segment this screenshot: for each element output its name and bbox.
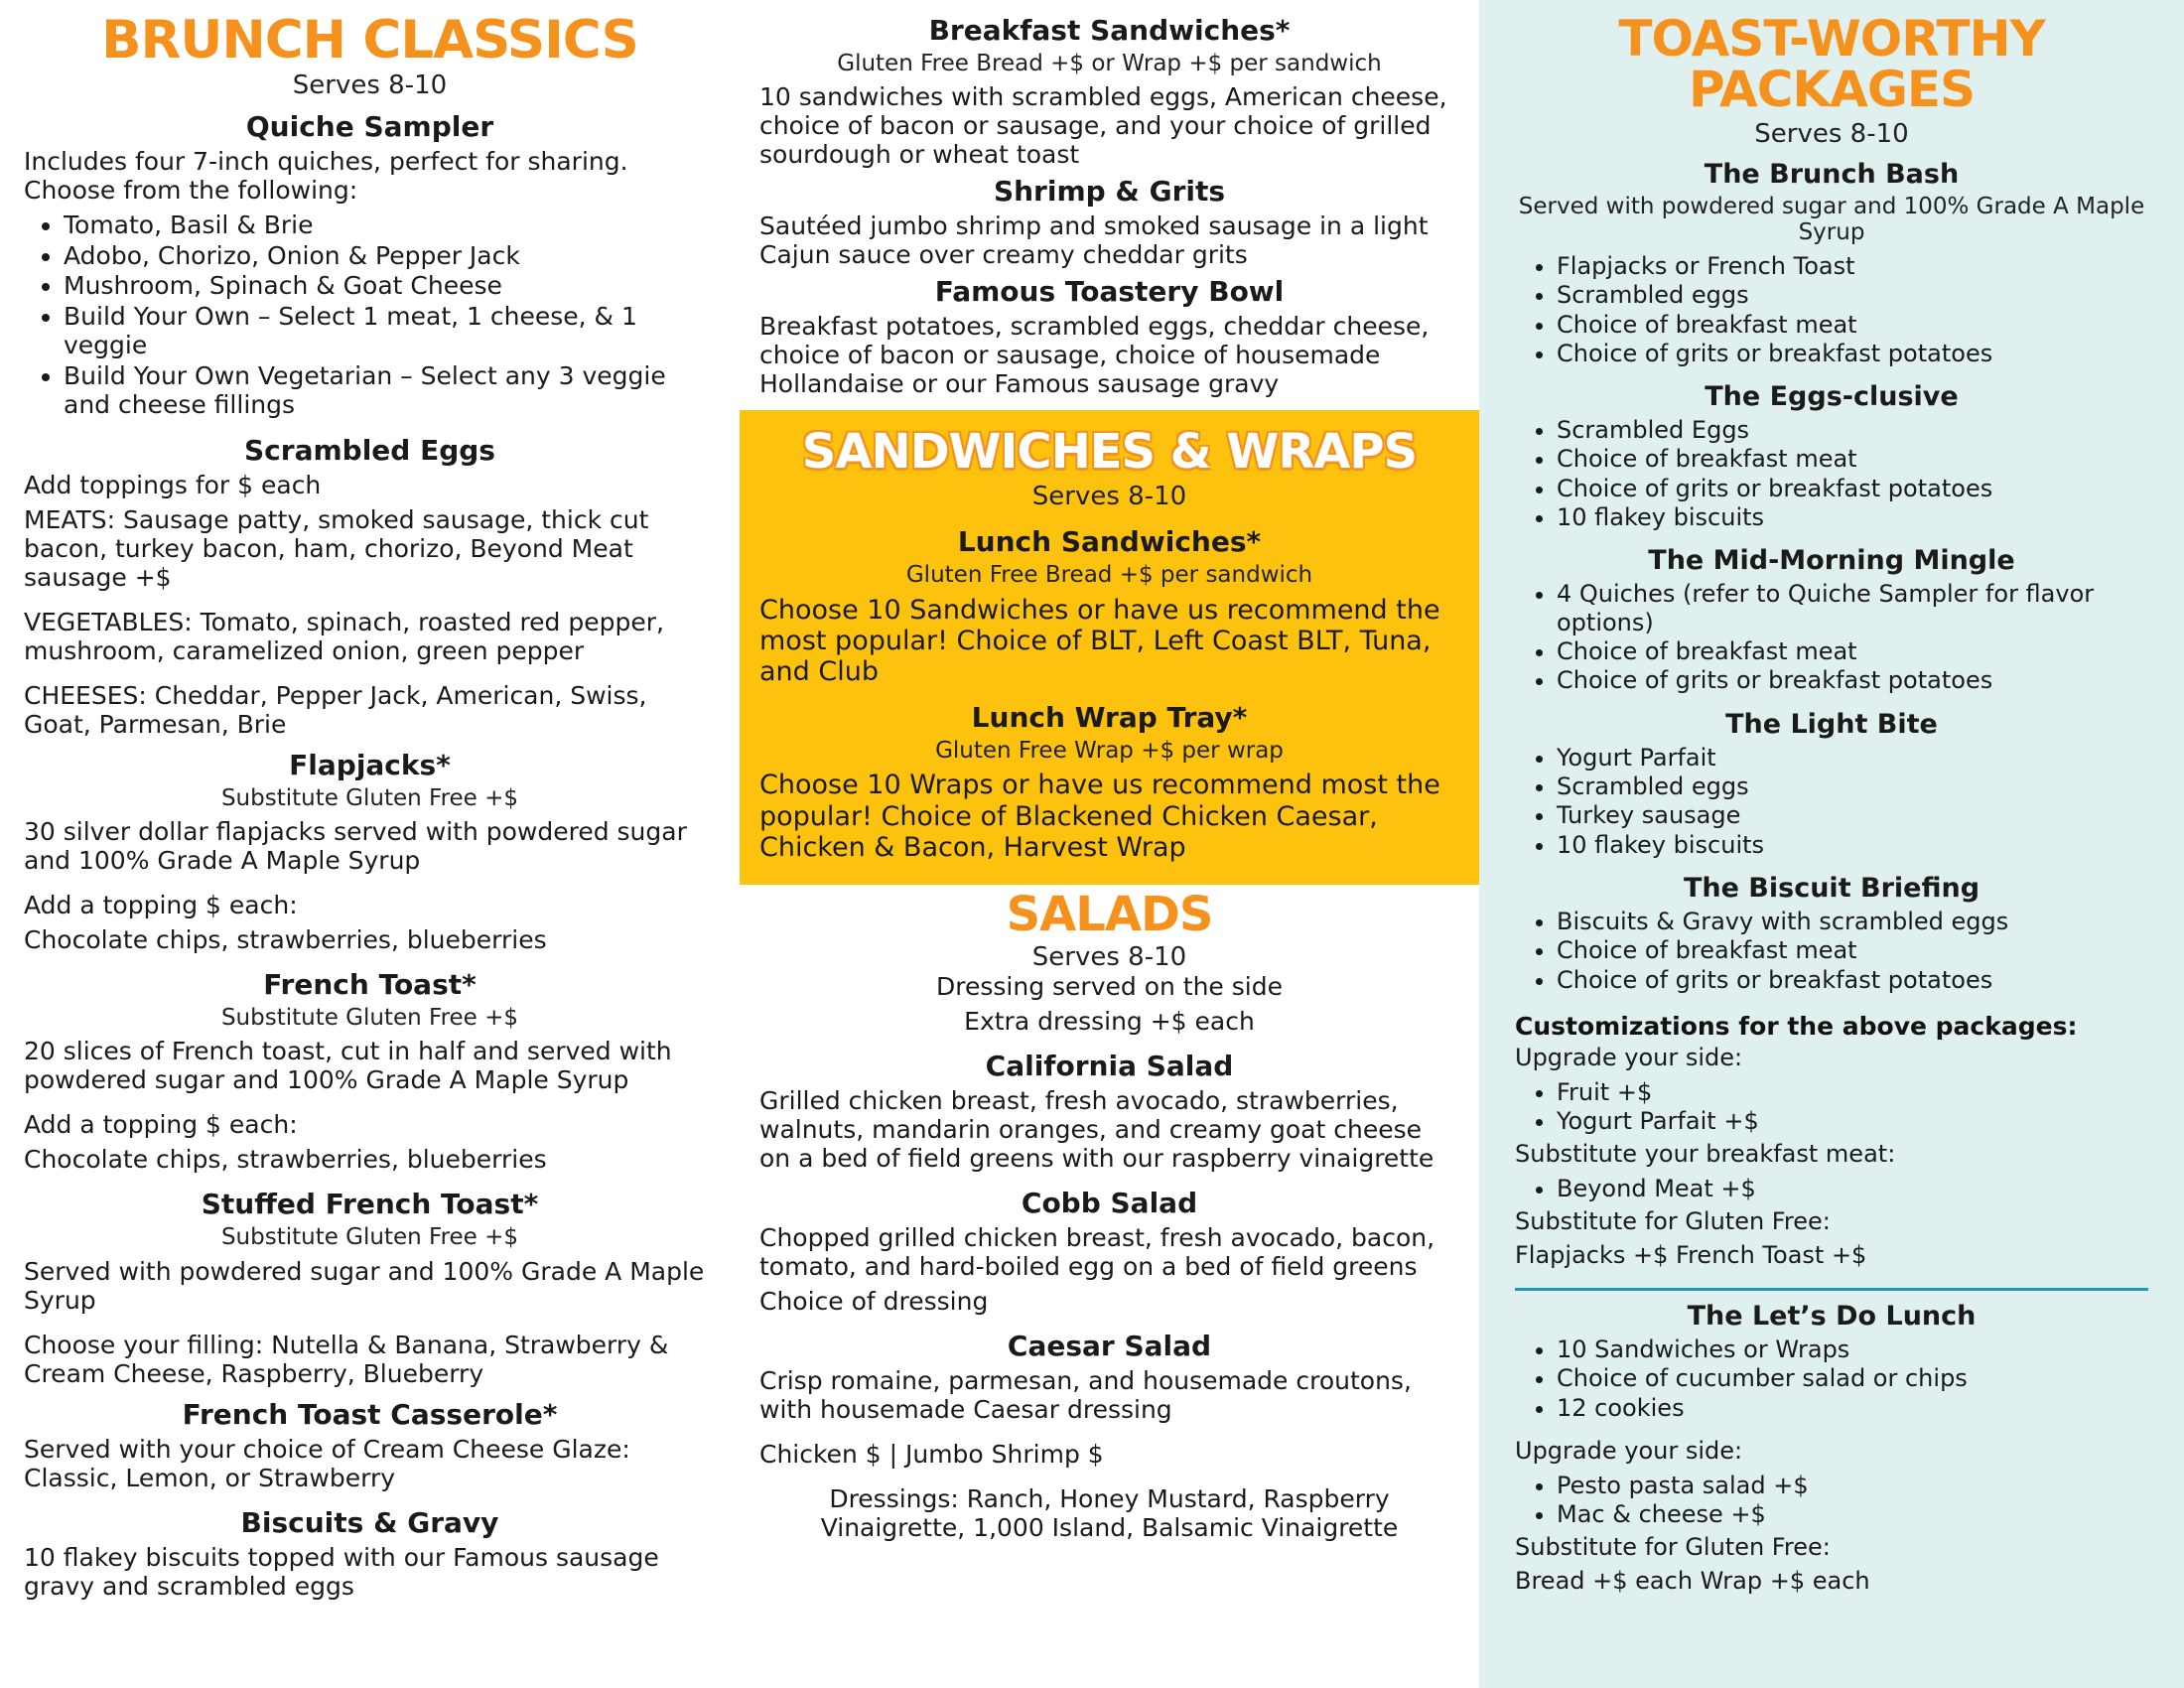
stuffed-french-toast-title: Stuffed French Toast* (201, 1188, 539, 1221)
lunch-sandwiches-title: Lunch Sandwiches* (957, 525, 1262, 559)
brunch-classics-serves: Serves 8-10 (292, 70, 448, 100)
list-item: • Turkey sausage (1557, 801, 2148, 829)
list-item: • Choice of breakfast meat (1557, 936, 2148, 964)
list-item: • Scrambled eggs (1557, 281, 2148, 309)
flapjacks-desc: 30 silver dollar flapjacks served with powdered sugar and 100% Grade A Maple Syrup (24, 816, 687, 875)
package-title-brunch-bash: The Brunch Bash (1704, 159, 1960, 190)
list-item: • Flapjacks or French Toast (1557, 252, 2148, 280)
salads-dressing-note-1: Dressing served on the side (936, 971, 1283, 1001)
quiche-sampler-title: Quiche Sampler (245, 110, 494, 143)
shrimp-and-grits-title: Shrimp & Grits (993, 175, 1226, 209)
stuffed-french-toast-sub: Substitute Gluten Free +$ (220, 1224, 519, 1251)
lunch-upgrade-label: Upgrade your side: (1515, 1437, 1743, 1465)
salad-dressings-list: Dressings: Ranch, Honey Mustard, Raspberry Vinaigrette, 1,000 Island, Balsamic Vinaigrette (820, 1483, 1399, 1542)
list-item: • Build Your Own Vegetarian – Select any 3 veggie and cheese fillings (64, 361, 716, 420)
list-item: • Fruit +$ (1557, 1078, 2148, 1106)
cobb-salad-choice: Choice of dressing (759, 1286, 989, 1316)
list-item: • Choice of cucumber salad or chips (1557, 1364, 2148, 1392)
salads-dressing-note-2: Extra dressing +$ each (964, 1006, 1255, 1036)
list-item: • Tomato, Basil & Brie (64, 211, 716, 240)
list-item: • Mac & cheese +$ (1557, 1500, 2148, 1528)
biscuits-and-gravy-desc: 10 flakey biscuits topped with our Famous sausage gravy and scrambled eggs (24, 1542, 659, 1601)
flapjacks-topping-label: Add a topping $ each: (24, 890, 298, 919)
cobb-salad-desc: Chopped grilled chicken breast, fresh avocado, bacon, tomato, and hard-boiled egg on a bed of field greens (759, 1222, 1435, 1281)
breakfast-section (740, 0, 1479, 398)
lunch-sandwiches-desc: Choose 10 Sandwiches or have us recommend the most popular! Choice of BLT, Left Coast BLT, Tuna, and Club (759, 594, 1440, 687)
customizations-gf-line: Flapjacks +$ French Toast +$ (1515, 1241, 1867, 1270)
breakfast-sandwiches-sub: Gluten Free Bread +$ or Wrap +$ per sandwich (837, 51, 1382, 76)
packages-title-line2: PACKAGES (1688, 61, 1976, 118)
customizations-sub-meat-label: Substitute your breakfast meat: (1515, 1140, 1896, 1169)
california-salad-desc: Grilled chicken breast, fresh avocado, strawberries, walnuts, mandarin oranges, and creamy goat cheese on a bed of field greens with our raspberry vinaigrette (759, 1085, 1434, 1173)
lunch-wrap-tray-sub: Gluten Free Wrap +$ per wrap (935, 738, 1284, 765)
package-list-biscuit-briefing (1515, 908, 2148, 994)
sandwiches-and-wraps-serves: Serves 8-10 (1031, 482, 1187, 512)
list-item: • Choice of breakfast meat (1557, 637, 2148, 665)
famous-toastery-bowl-desc: Breakfast potatoes, scrambled eggs, cheddar cheese, choice of bacon or sausage, choice of housemade Hollandaise or our Famous sausage gravy (759, 312, 1430, 399)
package-list-light-bite (1515, 744, 2148, 859)
package-list-lets-do-lunch (1515, 1336, 2148, 1422)
list-item: • 12 cookies (1557, 1394, 2148, 1422)
quiche-sampler-desc: Includes four 7-inch quiches, perfect for sharing. Choose from the following: (24, 147, 628, 205)
famous-toastery-bowl-title: Famous Toastery Bowl (934, 275, 1285, 309)
list-item: • Choice of grits or breakfast potatoes (1557, 475, 2148, 502)
caesar-salad-title: Caesar Salad (1007, 1329, 1212, 1362)
list-item: • Choice of breakfast meat (1557, 445, 2148, 473)
caesar-salad-addons: Chicken $ | Jumbo Shrimp $ (759, 1439, 1104, 1469)
french-toast-desc: 20 slices of French toast, cut in half and served with powdered sugar and 100% Grade A Maple Syrup (24, 1037, 672, 1095)
california-salad-title: California Salad (985, 1049, 1234, 1082)
customizations-upgrade-list (1515, 1078, 2148, 1136)
cobb-salad-title: Cobb Salad (1021, 1186, 1198, 1219)
list-item: • Choice of grits or breakfast potatoes (1557, 966, 2148, 994)
middle-column (740, 0, 1479, 1688)
customizations-heading: Customizations for the above packages: (1515, 1011, 2078, 1041)
list-item: • Biscuits & Gravy with scrambled eggs (1557, 908, 2148, 935)
flapjacks-sub: Substitute Gluten Free +$ (220, 784, 519, 811)
list-item: • 4 Quiches (refer to Quiche Sampler for flavor options) (1557, 580, 2148, 636)
lunch-upgrade-list (1515, 1472, 2148, 1529)
customizations-gf-label: Substitute for Gluten Free: (1515, 1207, 1831, 1236)
list-item: • Yogurt Parfait +$ (1557, 1107, 2148, 1135)
french-toast-title: French Toast* (263, 967, 477, 1001)
package-list-mid-morning-mingle (1515, 580, 2148, 694)
scrambled-eggs-meats: MEATS: Sausage patty, smoked sausage, thick cut bacon, turkey bacon, ham, chorizo, Beyond Meat sausage +$ (24, 504, 649, 592)
breakfast-sandwiches-desc: 10 sandwiches with scrambled eggs, American cheese, choice of bacon or sausage, and your choice of grilled sourdough or wheat toast (759, 82, 1447, 170)
french-toast-sub: Substitute Gluten Free +$ (220, 1004, 519, 1031)
quiche-sampler-list (24, 211, 716, 420)
flapjacks-title: Flapjacks* (289, 748, 451, 781)
package-title-lets-do-lunch: The Let’s Do Lunch (1687, 1301, 1977, 1333)
brunch-classics-title: BRUNCH CLASSICS (101, 10, 638, 70)
biscuits-and-gravy-title: Biscuits & Gravy (240, 1505, 499, 1539)
french-toast-topping-label: Add a topping $ each: (24, 1110, 298, 1140)
list-item: • Choice of breakfast meat (1557, 311, 2148, 339)
french-toast-toppings: Chocolate chips, strawberries, blueberries (24, 1145, 547, 1175)
list-item: • Build Your Own – Select 1 meat, 1 cheese, & 1 veggie (64, 302, 716, 360)
scrambled-eggs-cheeses: CHEESES: Cheddar, Pepper Jack, American, Swiss, Goat, Parmesan, Brie (24, 680, 647, 739)
lunch-sandwiches-sub: Gluten Free Bread +$ per sandwich (905, 562, 1313, 589)
package-list-brunch-bash (1515, 252, 2148, 367)
list-item: • Beyond Meat +$ (1557, 1175, 2148, 1202)
customizations-upgrade-label: Upgrade your side: (1515, 1043, 1743, 1071)
lunch-wrap-tray-desc: Choose 10 Wraps or have us recommend most the popular! Choice of Blackened Chicken Caesar, Chicken & Bacon, Harvest Wrap (759, 770, 1440, 863)
flapjacks-toppings: Chocolate chips, strawberries, blueberries (24, 924, 547, 954)
lunch-wrap-tray-title: Lunch Wrap Tray* (971, 701, 1248, 735)
list-item: • Yogurt Parfait (1557, 744, 2148, 772)
package-note-brunch-bash: Served with powdered sugar and 100% Grade A Maple Syrup (1518, 194, 2145, 246)
list-item: • Scrambled eggs (1557, 773, 2148, 800)
list-item: • Choice of grits or breakfast potatoes (1557, 340, 2148, 367)
caesar-salad-desc: Crisp romaine, parmesan, and housemade croutons, with housemade Caesar dressing (759, 1365, 1412, 1424)
french-toast-casserole-title: French Toast Casserole* (182, 1397, 558, 1431)
list-item: • Pesto pasta salad +$ (1557, 1472, 2148, 1499)
lunch-gf-line: Bread +$ each Wrap +$ each (1515, 1567, 1870, 1596)
toast-worthy-packages-column (1479, 0, 2184, 1688)
packages-serves: Serves 8-10 (1754, 119, 1909, 149)
salads-title: SALADS (1006, 886, 1213, 942)
brunch-classics-column (0, 0, 740, 1688)
french-toast-casserole-desc: Served with your choice of Cream Cheese Glaze: Classic, Lemon, or Strawberry (24, 1434, 630, 1492)
list-item: • Choice of grits or breakfast potatoes (1557, 666, 2148, 694)
stuffed-french-toast-fillings: Choose your filling: Nutella & Banana, Strawberry & Cream Cheese, Raspberry, Blueberry (24, 1330, 669, 1388)
package-title-eggs-clusive: The Eggs-clusive (1705, 381, 1959, 413)
scrambled-eggs-toppings-note: Add toppings for $ each (24, 470, 322, 499)
list-item: • Scrambled Eggs (1557, 416, 2148, 444)
list-item: • 10 flakey biscuits (1557, 831, 2148, 859)
sandwiches-and-wraps-title: SANDWICHES & WRAPS (801, 424, 1418, 481)
section-divider (1515, 1288, 2148, 1291)
package-title-mid-morning-mingle: The Mid-Morning Mingle (1648, 545, 2015, 577)
scrambled-eggs-title: Scrambled Eggs (244, 433, 495, 467)
list-item: • Mushroom, Spinach & Goat Cheese (64, 271, 716, 301)
package-list-eggs-clusive (1515, 416, 2148, 531)
package-title-light-bite: The Light Bite (1725, 708, 1938, 740)
list-item: • 10 flakey biscuits (1557, 503, 2148, 531)
scrambled-eggs-vegetables: VEGETABLES: Tomato, spinach, roasted red pepper, mushroom, caramelized onion, green pepper (24, 607, 664, 665)
sandwiches-and-wraps-section (740, 410, 1479, 884)
packages-title-line1: TOAST-WORTHY (1618, 10, 2045, 68)
stuffed-french-toast-desc: Served with powdered sugar and 100% Grade A Maple Syrup (24, 1256, 705, 1315)
list-item: • 10 Sandwiches or Wraps (1557, 1336, 2148, 1363)
lunch-gf-label: Substitute for Gluten Free: (1515, 1533, 1831, 1562)
package-title-biscuit-briefing: The Biscuit Briefing (1683, 872, 1980, 904)
salads-section (740, 885, 1479, 1542)
breakfast-sandwiches-title: Breakfast Sandwiches* (928, 14, 1291, 47)
customizations-sub-meat-list (1515, 1175, 2148, 1202)
shrimp-and-grits-desc: Sautéed jumbo shrimp and smoked sausage in a light Cajun sauce over creamy cheddar grits (759, 211, 1429, 270)
salads-serves: Serves 8-10 (1031, 941, 1187, 972)
list-item: • Adobo, Chorizo, Onion & Pepper Jack (64, 241, 716, 271)
